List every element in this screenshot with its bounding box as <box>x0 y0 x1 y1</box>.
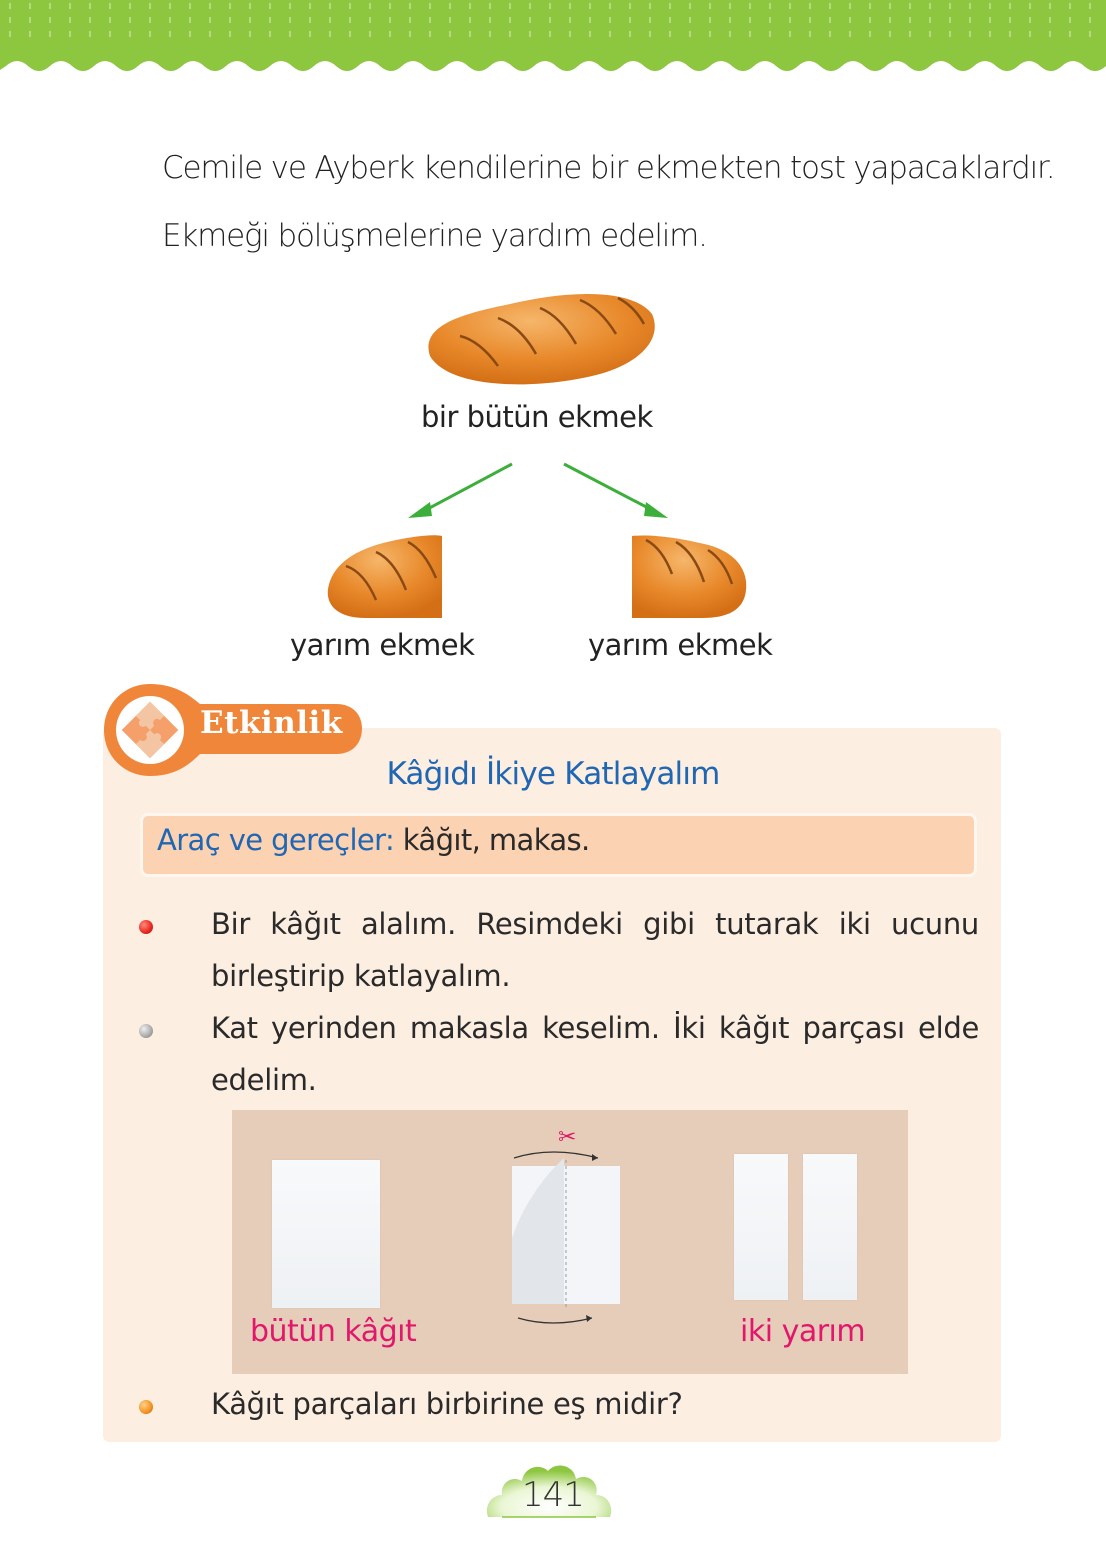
halves-caption: iki yarım <box>740 1314 866 1349</box>
activity-badge-label: Etkinlik <box>200 705 343 741</box>
half-bread-left-label: yarım ekmek <box>290 628 475 662</box>
step-1: Bir kâğıt alalım. Resimdeki gibi tutarak iki ucunu birleştirip katlayalım. <box>211 907 979 993</box>
half-bread-left-image <box>326 534 444 620</box>
whole-bread-image <box>420 286 660 390</box>
scissors-icon: ✂ <box>558 1125 577 1150</box>
tools-bar <box>140 813 977 877</box>
step-2: Kat yerinden makasla keselim. İki kâğıt parçası elde edelim. <box>211 1011 979 1097</box>
arrow-left-icon <box>408 502 432 518</box>
bullet-orange-icon <box>139 1400 153 1414</box>
bullet-red-icon <box>139 920 153 934</box>
whole-paper-image <box>272 1160 380 1308</box>
page-number: 141 <box>522 1475 584 1515</box>
header-decorative-band <box>0 0 1106 82</box>
whole-paper-caption: bütün kâğıt <box>250 1314 417 1349</box>
tools-label: Araç ve gereçler: <box>157 823 395 857</box>
split-arrows <box>400 460 680 526</box>
activity-title: Kâğıdı İkiye Katlayalım <box>386 756 720 792</box>
half-bread-right-label: yarım ekmek <box>588 628 773 662</box>
intro-line-1: Cemile ve Ayberk kendilerine bir ekmekten tost yapacaklardır. <box>162 150 1055 186</box>
step-3: Kâğıt parçaları birbirine eş midir? <box>211 1387 683 1421</box>
arrow-right-icon <box>644 502 668 518</box>
half-paper-left-image <box>734 1154 788 1300</box>
tools-value: kâğıt, makas. <box>394 823 590 857</box>
folded-paper-image <box>502 1118 632 1328</box>
half-bread-right-image <box>632 534 748 620</box>
intro-line-2: Ekmeği bölüşmelerine yardım edelim. <box>162 218 707 254</box>
half-paper-right-image <box>803 1154 857 1300</box>
bullet-gray-icon <box>139 1024 153 1038</box>
whole-bread-label: bir bütün ekmek <box>421 400 653 434</box>
folding-figure <box>232 1110 908 1374</box>
